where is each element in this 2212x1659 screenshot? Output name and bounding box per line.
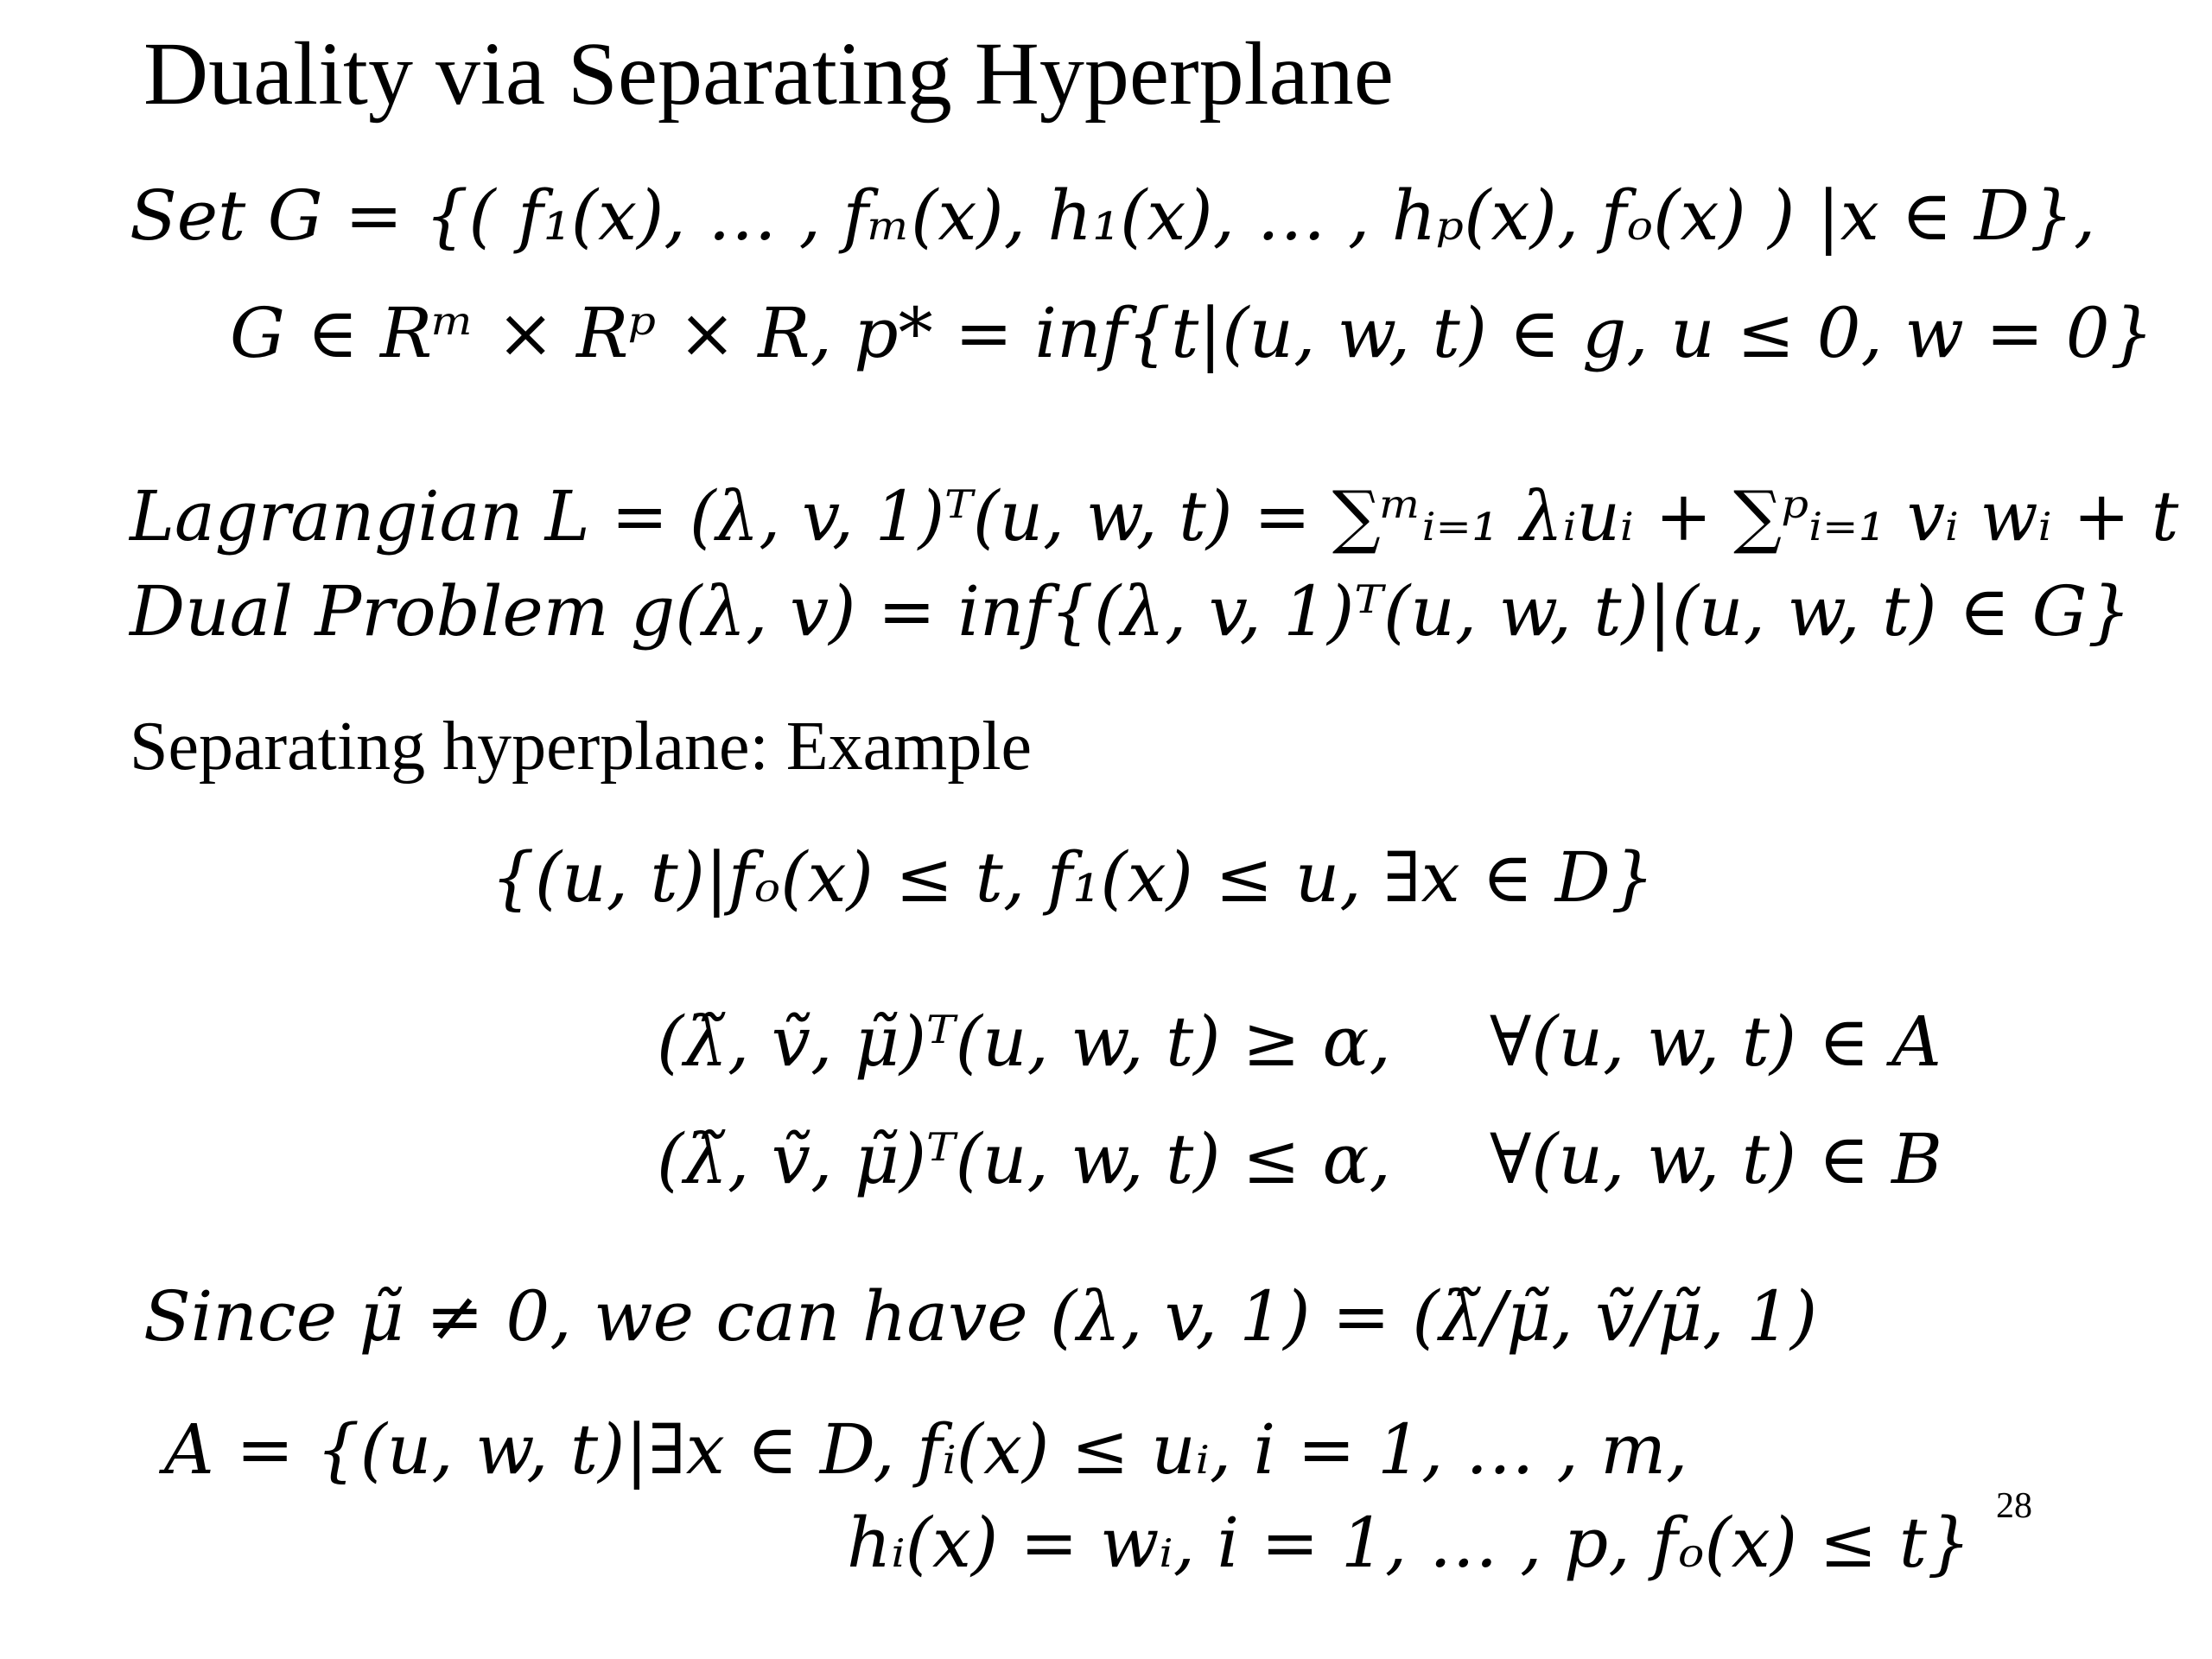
inequality-b-condition: ∀(u, w, t) ∈ B [1490, 1119, 1942, 1199]
set-a-definition: A = {(u, w, t)|∃x ∈ D, fᵢ(x) ≤ uᵢ, i = 1, … , m, [164, 1409, 1688, 1490]
page-number: 28 [1996, 1486, 2032, 1526]
since-mu-nonzero-line: Since μ̃ ≠ 0, we can have (λ, v, 1) = (λ̃/μ̃, ṽ/μ̃, 1) [143, 1276, 1818, 1357]
example-set: {(u, t)|fₒ(x) ≤ t, f₁(x) ≤ u, ∃x ∈ D} [491, 837, 1655, 918]
separating-hyperplane-heading: Separating hyperplane: Example [130, 709, 1033, 785]
set-a-definition-continued: hᵢ(x) = wᵢ, i = 1, … , p, fₒ(x) ≤ t} [847, 1503, 1971, 1583]
set-g-domain-and-optimum: G ∈ Rᵐ × Rᵖ × R, p* = inf{t|(u, w, t) ∈ g, u ≤ 0, w = 0} [230, 293, 2154, 373]
inequality-a: (λ̃, ṽ, μ̃)ᵀ(u, w, t) ≥ α, [657, 1001, 1391, 1082]
lagrangian-line: Lagrangian L = (λ, v, 1)ᵀ(u, w, t) = ∑ᵐᵢ₌₁ λᵢuᵢ + ∑ᵖᵢ₌₁ vᵢ wᵢ + t [130, 476, 2179, 556]
inequality-a-condition: ∀(u, w, t) ∈ A [1490, 1001, 1942, 1082]
slide-title: Duality via Separating Hyperplane [143, 24, 1394, 124]
dual-problem-line: Dual Problem g(λ, v) = inf{(λ, v, 1)ᵀ(u, w, t)|(u, w, t) ∈ G} [130, 571, 2132, 652]
inequality-b: (λ̃, ṽ, μ̃)ᵀ(u, w, t) ≤ α, [657, 1119, 1391, 1199]
set-g-definition: Set G = {( f₁(x), … , fₘ(x), h₁(x), … , hₚ(x), fₒ(x) ) |x ∈ D}, [130, 175, 2096, 256]
